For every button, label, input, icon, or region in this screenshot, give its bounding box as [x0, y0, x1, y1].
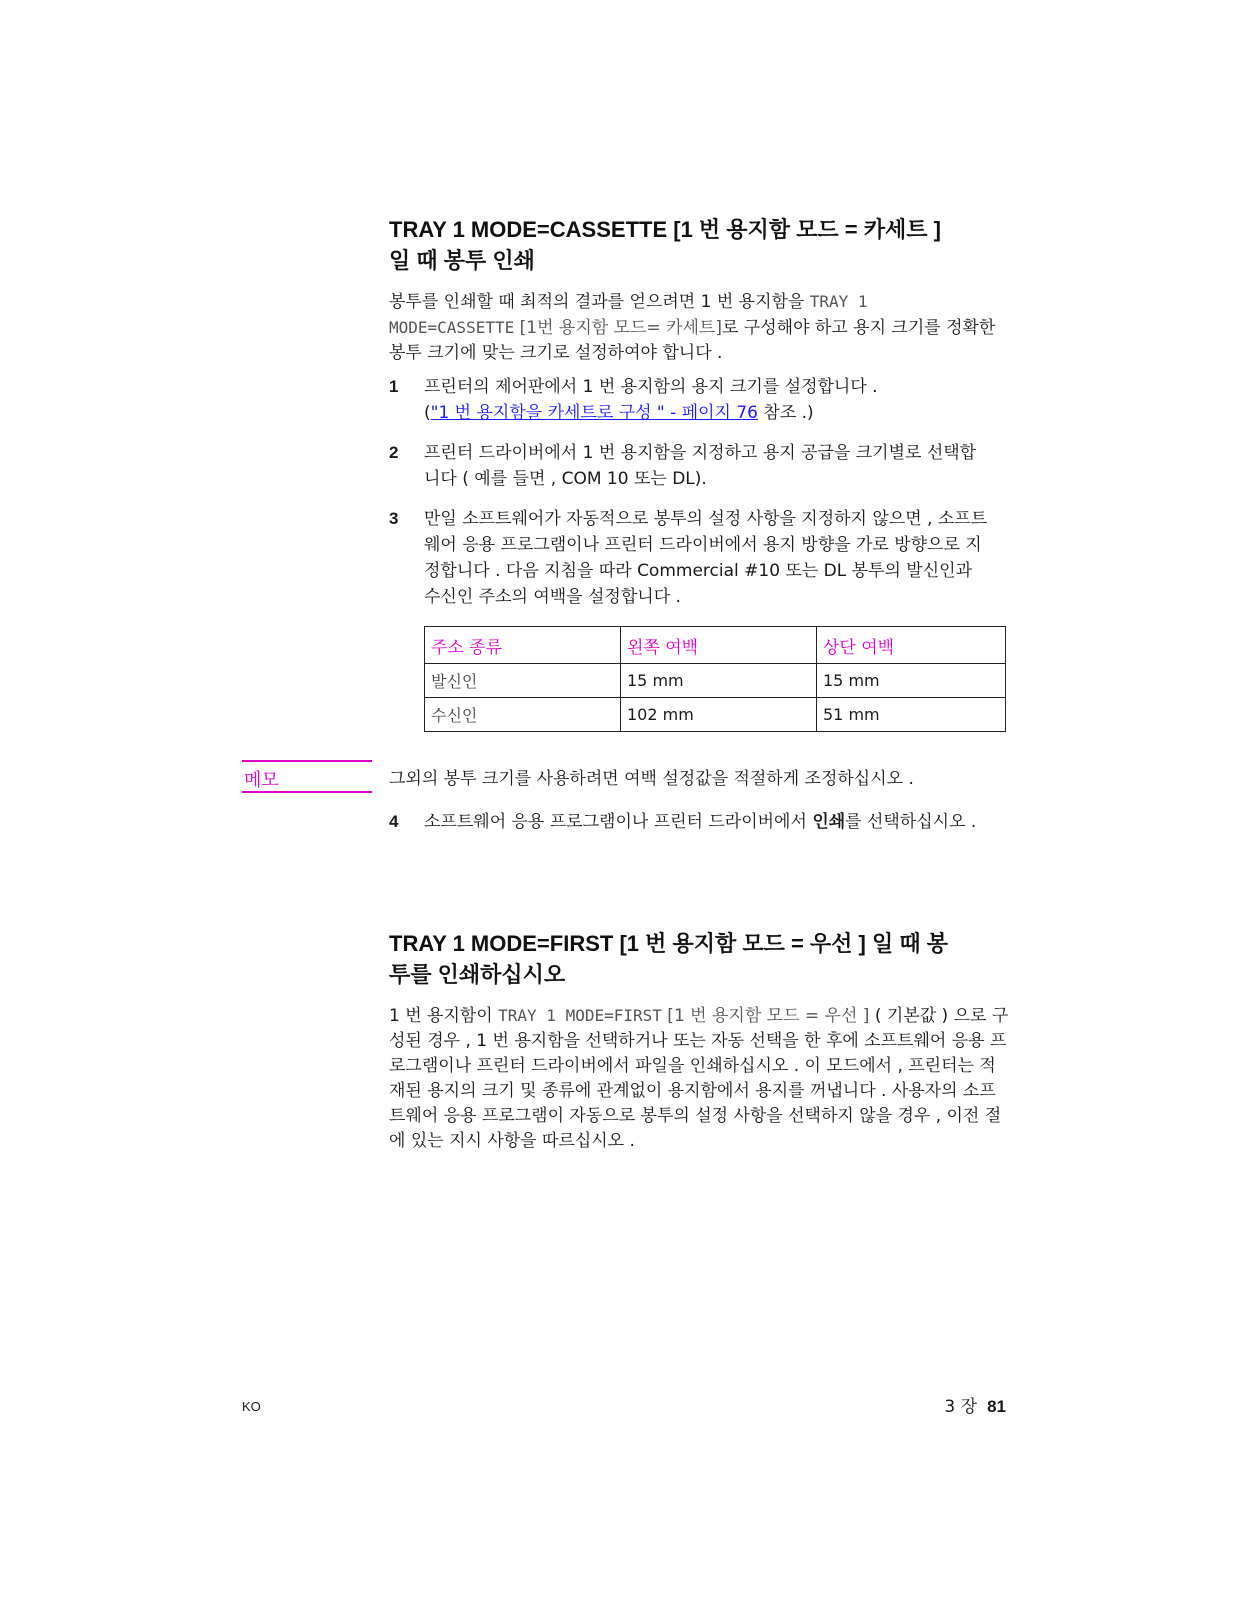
panel-setting-label: [1 번 용지함 모드 = 우선 ] — [661, 1006, 870, 1026]
panel-setting-code: TRAY 1 MODE=FIRST — [498, 1006, 662, 1025]
memo-bottom-rule — [242, 791, 372, 793]
table-cell: 수신인 — [425, 698, 621, 732]
heading-line: TRAY 1 MODE=FIRST [1 번 용지함 모드 = 우선 ] 일 때 봉 — [389, 931, 948, 956]
step-number: 2 — [389, 443, 399, 462]
first-mode-paragraph: 1 번 용지함이 TRAY 1 MODE=FIRST [1 번 용지함 모드 = 우선 ] ( 기본값 ) 으로 구성된 경우 , 1 번 용지함을 선택하거나 또는 자동 선택을 한 후에 소프트웨어 응용 프로그램이나 프린터 드라이버에서 파일을 인쇄하십시오 . 이 모드에서 , 프린터는 적재된 용지의 크기 및 종류에 관계없이 용지함에서 용지를 꺼냅니다 . 사용자의 소프트웨어 응용 프로그램이 자동으로 봉투의 설정 사항을 선택하지 않을 경우 , 이전 절에 있는 지시 사항을 따르십시오 . — [389, 1006, 1009, 1151]
footer-page-number: 81 — [987, 1397, 1006, 1416]
footer-chapter: 3 장 — [944, 1397, 978, 1417]
panel-setting-code: TRAY 1 — [809, 292, 868, 311]
table-row — [425, 664, 1006, 698]
table-cell: 51 mm — [817, 698, 1006, 732]
heading-line: 투를 인쇄하십시오 — [389, 962, 566, 987]
column-header: 왼쪽 여백 — [621, 627, 817, 664]
step-text: 프린터 드라이버에서 1 번 용지함을 지정하고 용지 공급을 크기별로 선택합니다 ( 예를 들면 , COM 10 또는 DL). — [424, 443, 977, 489]
table-cell: 15 mm — [817, 664, 1006, 698]
envelope-margin-table — [424, 626, 1006, 732]
step-text: 프린터의 제어판에서 1 번 용지함의 용지 크기를 설정합니다 . ("1 번 용지함을 카세트로 구성 " - 페이지 76 참조 .) — [424, 377, 878, 423]
step-number: 4 — [389, 812, 399, 831]
step-number: 1 — [389, 377, 399, 396]
panel-setting-label: [1번 용지함 모드= 카세트] — [514, 318, 722, 338]
section-heading-first — [389, 928, 1014, 990]
footer-page-info — [900, 1392, 1006, 1417]
table-header-row — [425, 627, 1006, 664]
step-text: 소프트웨어 응용 프로그램이나 프린터 드라이버에서 인쇄를 선택하십시오 . — [424, 812, 977, 832]
table-cell: 102 mm — [621, 698, 817, 732]
table-row — [425, 698, 1006, 732]
column-header: 상단 여백 — [817, 627, 1006, 664]
section-heading-cassette — [389, 214, 1009, 276]
memo-text: 그외의 봉투 크기를 사용하려면 여백 설정값을 적절하게 조정하십시오 . — [389, 769, 914, 789]
step-3 — [389, 506, 989, 614]
step-text: 만일 소프트웨어가 자동적으로 봉투의 설정 사항을 지정하지 않으면 , 소프트웨어 응용 프로그램이나 프린터 드라이버에서 용지 방향을 가로 방향으로 지정합니다 . 다음 지침을 따라 Commercial #10 또는 DL 봉투의 발신인과 수신인 주소의 여백을 설정합니다 . — [424, 509, 988, 607]
intro-paragraph: 봉투를 인쇄할 때 최적의 결과를 얻으려면 1 번 용지함을 TRAY 1 MODE=CASSETTE [1번 용지함 모드= 카세트]로 구성해야 하고 용지 크기를 정확한 봉투 크기에 맞는 크기로 설정하여야 합니다 . — [389, 292, 996, 363]
panel-setting-code: MODE=CASSETTE — [389, 318, 515, 337]
footer-language: KO — [242, 1399, 261, 1414]
step-number: 3 — [389, 509, 399, 528]
heading-line: TRAY 1 MODE=CASSETTE [1 번 용지함 모드 = 카세트 ] — [389, 217, 941, 242]
table-cell: 발신인 — [425, 664, 621, 698]
memo-label: 메모 — [244, 770, 279, 791]
heading-line: 일 때 봉투 인쇄 — [389, 248, 535, 273]
emphasis-print: 인쇄 — [812, 812, 846, 832]
step-4 — [389, 809, 989, 865]
table-cell: 15 mm — [621, 664, 817, 698]
step-1 — [389, 374, 989, 430]
memo-top-rule — [242, 760, 372, 762]
cross-reference-link[interactable]: "1 번 용지함을 카세트로 구성 " - 페이지 76 — [430, 403, 758, 423]
column-header: 주소 종류 — [425, 627, 621, 664]
step-2 — [389, 440, 989, 496]
